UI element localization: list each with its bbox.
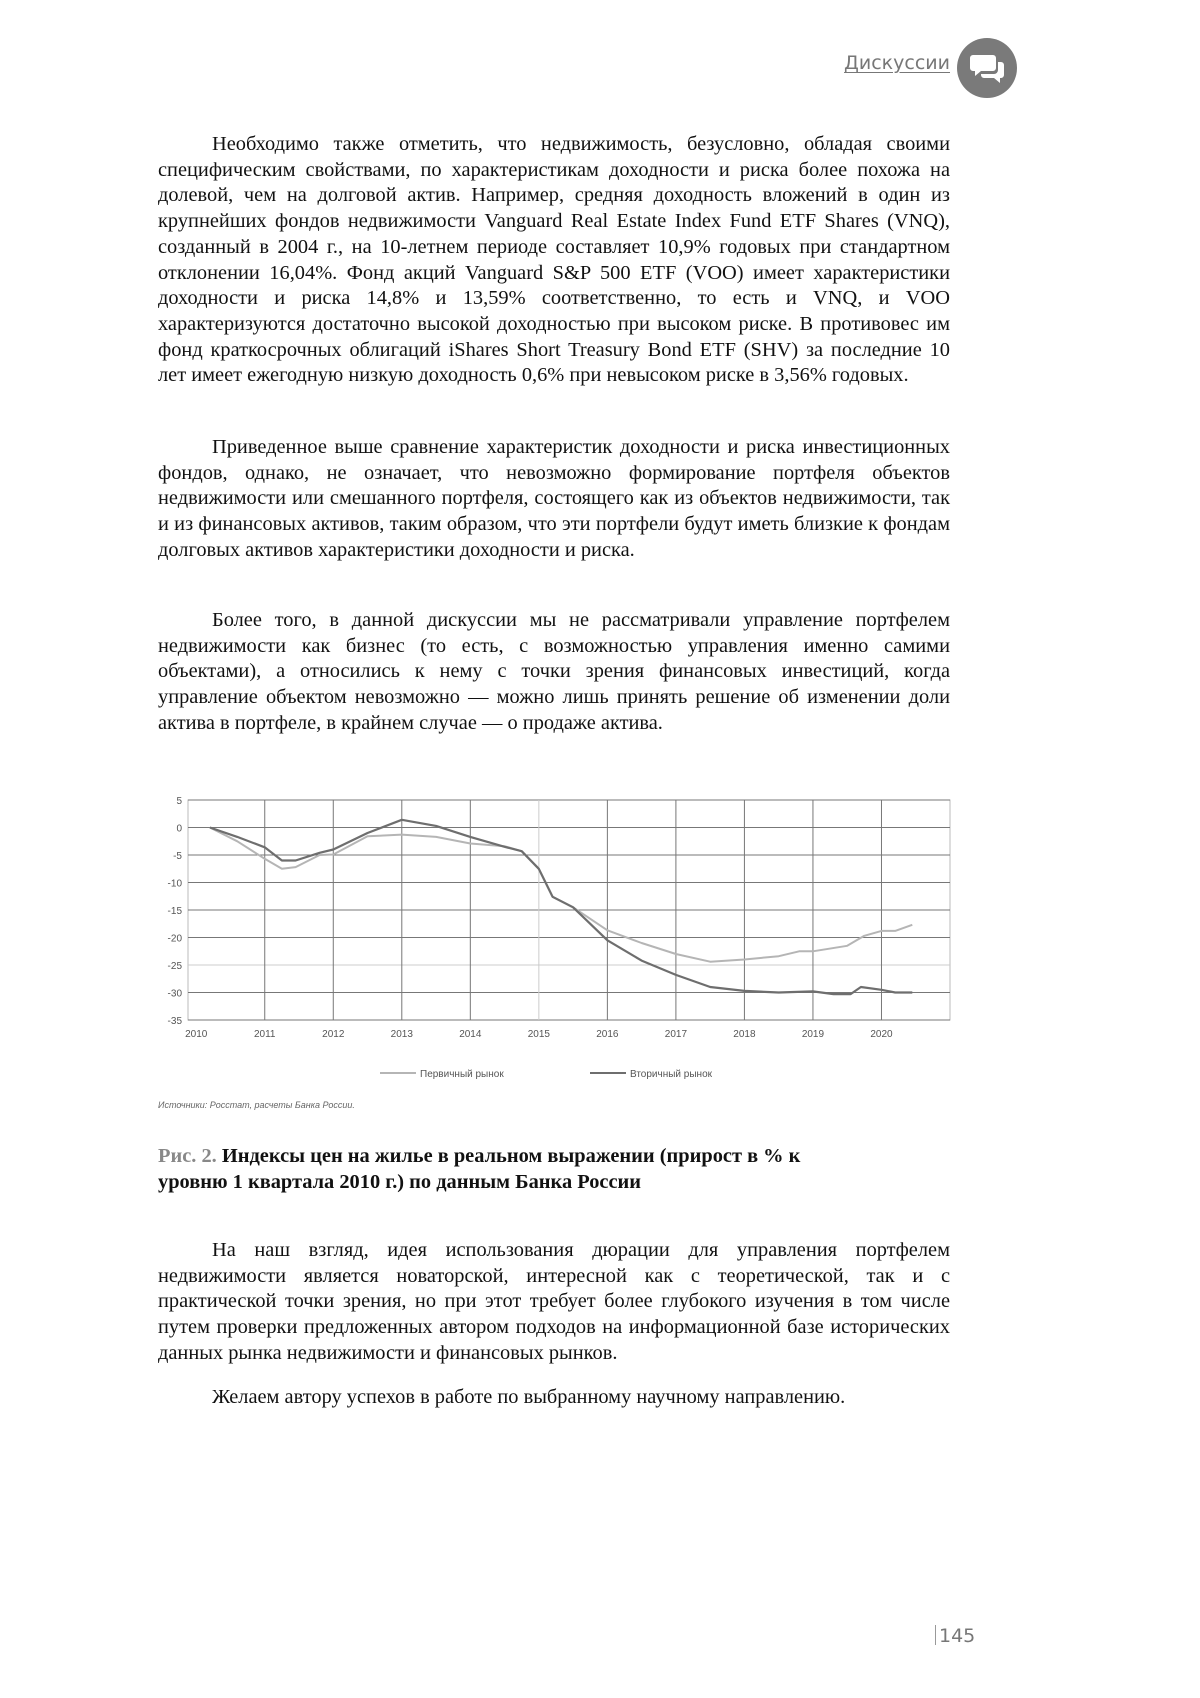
paragraph: Приведенное выше сравнение характеристик доходности и риска инвестиционных фондов, однако, не означает, что невозможно формирование портфеля объектов недвижимости или смешанного портфеля, состоящего как из объектов недвижимости, так и из финансовых активов, таким образом, что эти портфели будут иметь близкие к фондам долговых активов характеристики доходности и риска. — [158, 435, 950, 564]
speech-bubbles-icon — [957, 38, 1017, 98]
series-line-secondary — [210, 820, 912, 994]
figure-caption — [158, 1144, 858, 1195]
paragraph: На наш взгляд, идея использования дюрации для управления портфелем недвижимости является новаторской, интересной как с теоретической, так и с практической точки зрения, но при этот требует более глубокого изучения в том числе путем проверки предложенных автором подходов на информационной базе исторических данных рынка недвижимости и финансовых рынков. — [158, 1238, 950, 1367]
x-tick-label: 2010 — [185, 1029, 208, 1040]
paragraph: Желаем автору успехов в работе по выбранному научному направлению. — [158, 1385, 950, 1411]
x-tick-label: 2014 — [459, 1029, 482, 1040]
x-tick-label: 2018 — [733, 1029, 756, 1040]
legend-label: Вторичный рынок — [630, 1069, 713, 1080]
page-number-text: 145 — [939, 1625, 975, 1647]
x-tick-label: 2020 — [870, 1029, 893, 1040]
x-tick-label: 2011 — [254, 1029, 276, 1040]
y-tick-label: -10 — [168, 879, 183, 890]
paragraph: Необходимо также отметить, что недвижимость, безусловно, обладая своими специфическим свойствами, по характеристикам доходности и риска более похожа на долевой, чем на долговой актив. Например, средняя доходность вложений в один из крупнейших фондов недвижимости Vanguard Real Estate Index Fund ETF Shares (VNQ), созданный в 2004 г., на 10-летнем периоде составляет 10,9% годовых при стандартном отклонении 16,04%. Фонд акций Vanguard S&P 500 ETF (VOO) имеет характеристики доходности и риска 14,8% и 13,59% соответственно, то есть и VNQ, и VOO характеризуются достаточно высокой доходностью при высоком риске. В противовес им фонд краткосрочных облигаций iShares Short Treasury Bond ETF (SHV) за последние 10 лет имеет ежегодную низкую доходность 0,6% при невысоком риске в 3,56% годовых. — [158, 132, 950, 389]
x-tick-label: 2019 — [802, 1029, 825, 1040]
x-tick-label: 2017 — [665, 1029, 688, 1040]
x-tick-label: 2013 — [391, 1029, 414, 1040]
legend-label: Первичный рынок — [420, 1069, 504, 1080]
y-tick-label: 0 — [176, 824, 182, 835]
y-tick-label: -30 — [168, 989, 183, 1000]
y-tick-label: -35 — [168, 1016, 183, 1027]
y-tick-label: -15 — [168, 906, 183, 917]
x-tick-label: 2016 — [596, 1029, 619, 1040]
paragraph: Более того, в данной дискуссии мы не рассматривали управление портфелем недвижимости как бизнес (то есть, с возможностью управления именно самими объектами), а относились к нему с точки зрения финансовых инвестиций, когда управление объектом невозможно — можно лишь принять решение об изменении доли актива в портфеле, в крайнем случае — о продаже актива. — [158, 608, 950, 737]
x-tick-label: 2015 — [528, 1029, 551, 1040]
section-title[interactable]: Дискуссии — [820, 52, 950, 74]
series-line-primary — [210, 828, 912, 962]
page-number — [935, 1625, 975, 1647]
y-tick-label: 5 — [176, 796, 182, 807]
figure-title: Индексы цен на жилье в реальном выражении (прирост в % к уровню 1 квартала 2010 г.) по данным Банка России — [158, 1145, 800, 1193]
y-tick-label: -20 — [168, 934, 183, 945]
figure-label: Рис. 2. — [158, 1145, 217, 1167]
price-index-chart — [150, 785, 970, 1125]
chart-source: Источники: Росстат, расчеты Банка России. — [158, 1100, 355, 1110]
x-tick-label: 2012 — [322, 1029, 345, 1040]
y-tick-label: -25 — [168, 961, 183, 972]
y-tick-label: -5 — [173, 851, 182, 862]
